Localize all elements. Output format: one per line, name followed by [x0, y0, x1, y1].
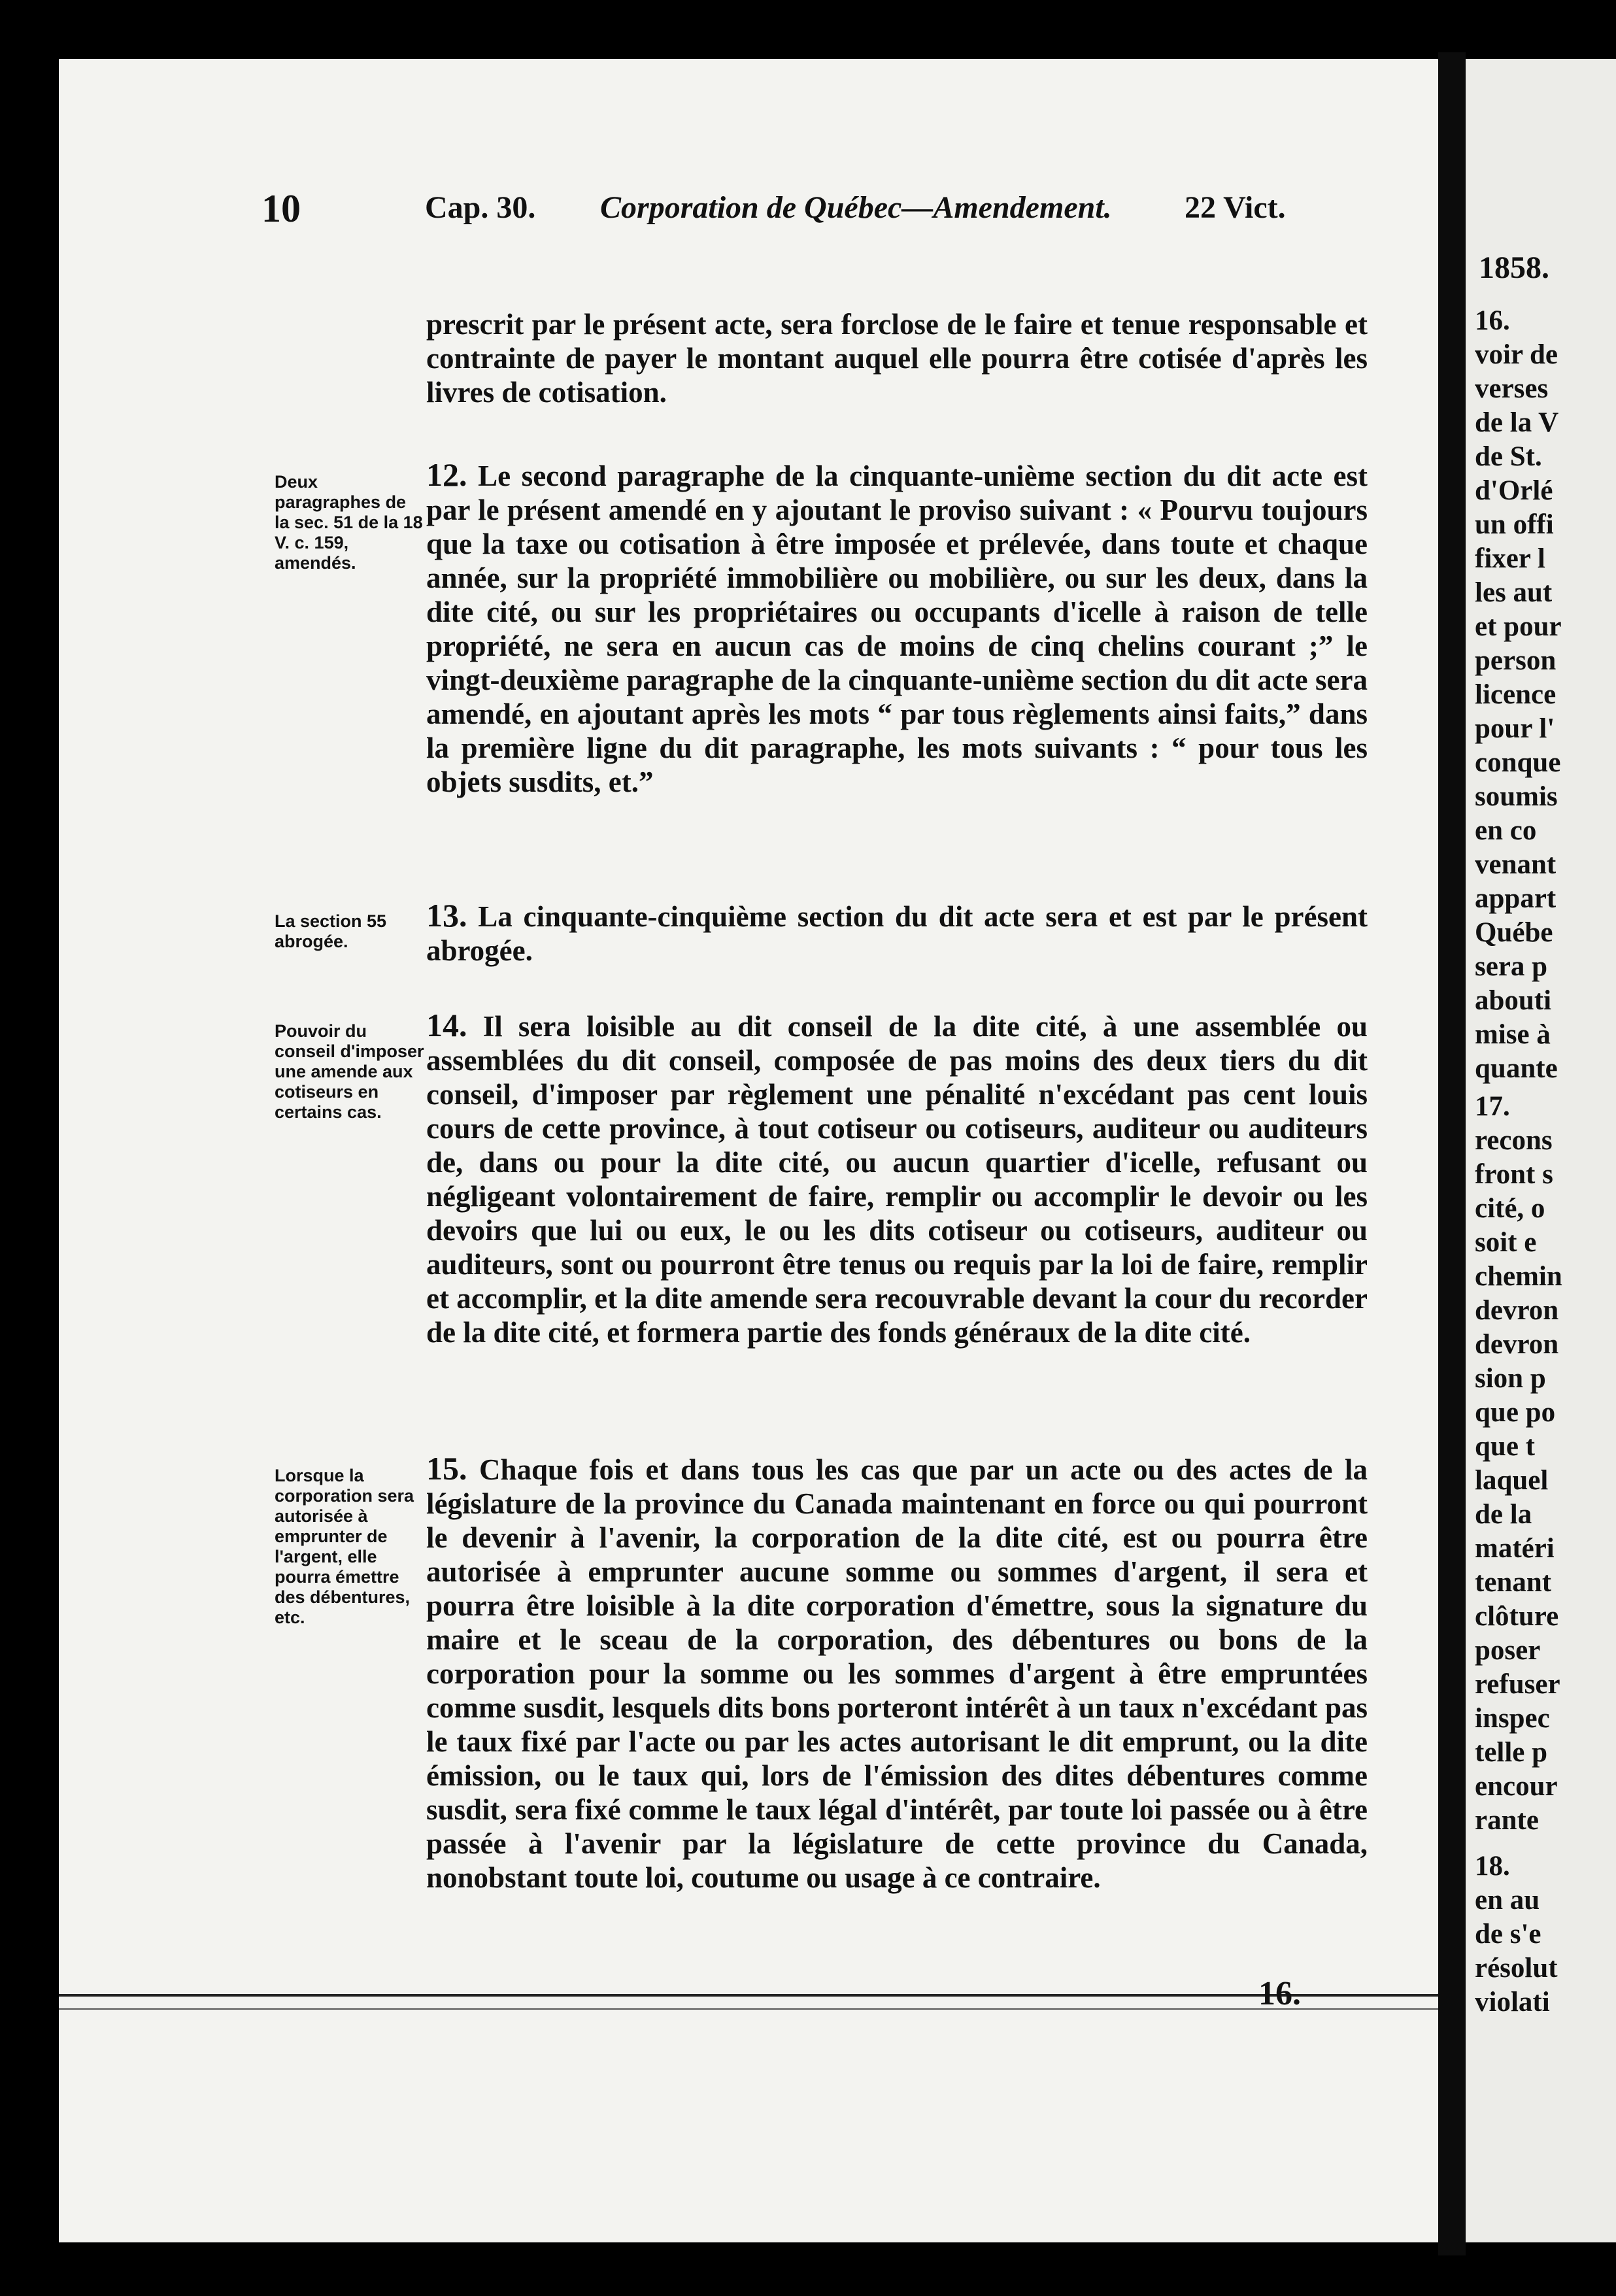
scan-border-top: [0, 0, 1616, 52]
next-page-line: venant: [1475, 849, 1557, 880]
next-page-line: quante: [1475, 1053, 1558, 1084]
book-gutter: [1438, 52, 1466, 2255]
next-page-line: appart: [1475, 883, 1557, 914]
running-title: Corporation de Québec—Amendement.: [600, 190, 1112, 225]
next-page-year: 1858.: [1479, 250, 1549, 285]
margin-note-13: La section 55 abrogée.: [275, 911, 387, 951]
next-page-line: mise à: [1475, 1019, 1551, 1050]
next-page-line: clôture: [1475, 1601, 1559, 1632]
next-page-line: un offi: [1475, 509, 1554, 540]
next-page-line: cité, o: [1475, 1193, 1545, 1224]
section-11-continuation: [426, 307, 1368, 409]
next-page-line: de la V: [1475, 407, 1559, 438]
next-page-line: résolut: [1475, 1953, 1558, 1984]
page-number: 10: [261, 187, 301, 230]
next-page-line: licence: [1475, 679, 1557, 710]
next-page-line: abouti: [1475, 985, 1552, 1016]
next-page-line: telle p: [1475, 1737, 1548, 1768]
next-page-fragment: [1466, 59, 1616, 2242]
next-page-line: 18.: [1475, 1851, 1510, 1882]
next-page-line: d'Orlé: [1475, 475, 1553, 506]
next-page-line: 16.: [1475, 305, 1510, 336]
next-page-line: verses: [1475, 373, 1549, 404]
next-page-line: devron: [1475, 1329, 1559, 1360]
chapter-label: Cap. 30.: [425, 190, 536, 225]
next-page-line: rante: [1475, 1805, 1539, 1836]
next-page-line: sera p: [1475, 951, 1548, 982]
next-page-line: en au: [1475, 1885, 1540, 1916]
next-page-line: inspec: [1475, 1703, 1550, 1734]
next-page-line: les aut: [1475, 577, 1553, 608]
next-page-line: person: [1475, 645, 1557, 676]
section-14: [426, 1008, 1368, 1349]
next-page-line: recons: [1475, 1125, 1553, 1156]
next-page-line: soumis: [1475, 781, 1558, 812]
next-page-line: encour: [1475, 1771, 1558, 1802]
section-number: 12.: [426, 456, 467, 493]
next-page-line: de St.: [1475, 441, 1542, 472]
paragraph-text: Il sera loisible au dit conseil de la dite cité, à une assemblée ou assemblées du dit conseil, composée de pas moins des deux tiers du dit conseil, d'imposer par règlement une pénalité n'excédant pas cent louis cours de cette province, à tout cotiseur ou cotiseurs, auditeur ou auditeurs de, dans ou pour la dite cité, ou aucun quartier d'icelle, refusant ou négligeant volontairement de faire, remplir ou accomplir le devoir ou les devoirs que lui ou eux, le ou les dits cotiseur ou cotiseurs, auditeur ou auditeurs, sont ou pourront être tenus ou requis par la loi de faire, remplir et accomplir, et la dite amende sera recouvrable devant la cour du recorder de la dite cité, et formera partie des fonds généraux de la dite cité.: [426, 1010, 1368, 1349]
next-page-line: violati: [1475, 1987, 1550, 2017]
next-page-line: et pour: [1475, 611, 1562, 642]
section-number: 15.: [426, 1450, 467, 1487]
page-bottom-rule-secondary: [59, 2008, 1438, 2010]
next-page-line: laquel: [1475, 1465, 1549, 1496]
section-number: 13.: [426, 897, 467, 934]
section-15: [426, 1451, 1368, 1895]
next-page-line: en co: [1475, 815, 1537, 846]
next-page-line: 17.: [1475, 1091, 1510, 1122]
next-page-line: de s'e: [1475, 1919, 1541, 1950]
margin-note-14: Pouvoir du conseil d'imposer une amende aux cotiseurs en certains cas.: [275, 1021, 424, 1122]
section-13: [426, 898, 1368, 968]
next-page-line: soit e: [1475, 1227, 1537, 1258]
margin-note-15: Lorsque la corporation sera autorisée à emprunter de l'argent, elle pourra émettre des débentures, etc.: [275, 1466, 414, 1627]
paragraph-text: Chaque fois et dans tous les cas que par un acte ou des actes de la législature de la province du Canada maintenant en force ou qui pourront le devenir à l'avenir, la corporation de la dite cité, est ou pourra être autorisée à emprunter aucune somme ou sommes d'argent, il sera et pourra être loisible à la dite corporation d'émettre, sous la signature du maire et le sceau de la corporation, des débentures ou bons de la corporation pour la somme ou les sommes d'argent à être empruntées comme susdit, lesquels dits bons porteront intérêt à un taux n'excédant pas le taux fixé par l'acte ou par les actes autorisant le dit emprunt, ou la dite émission, ou le taux qui, lors de l'émission des dites débentures comme susdit, sera fixé comme le taux légal d'intérêt, par toute loi passée ou à être passée à l'avenir par la législature de cette province du Canada, nonobstant toute loi, coutume ou usage à ce contraire.: [426, 1453, 1368, 1894]
section-number: 14.: [426, 1007, 467, 1043]
scan-border-left: [0, 0, 46, 2296]
next-page-line: conque: [1475, 747, 1561, 778]
next-page-line: de la: [1475, 1499, 1532, 1530]
next-page-line: que po: [1475, 1397, 1556, 1428]
next-page-line: que t: [1475, 1431, 1535, 1462]
next-page-line: pour l': [1475, 713, 1555, 744]
paragraph-text: prescrit par le présent acte, sera forclose de le faire et tenue responsable et contrainte de payer le montant auquel elle pourra être cotisée d'après les livres de cotisation.: [426, 308, 1368, 409]
scan-border-bottom: [0, 2249, 1616, 2296]
next-page-line: Québe: [1475, 917, 1553, 948]
section-12: [426, 458, 1368, 799]
catchword: 16.: [1258, 1975, 1301, 2012]
next-page-line: sion p: [1475, 1363, 1546, 1394]
next-page-line: chemin: [1475, 1261, 1562, 1292]
next-page-line: front s: [1475, 1159, 1553, 1190]
page-bottom-rule: [59, 1994, 1438, 1997]
next-page-line: refuser: [1475, 1669, 1560, 1700]
next-page-line: fixer l: [1475, 543, 1545, 574]
regnal-year: 22 Vict.: [1185, 190, 1286, 225]
next-page-line: devron: [1475, 1295, 1559, 1326]
next-page-line: tenant: [1475, 1567, 1552, 1598]
next-page-line: matéri: [1475, 1533, 1555, 1564]
paragraph-text: La cinquante-cinquième section du dit acte sera et est par le présent abrogée.: [426, 900, 1368, 967]
paragraph-text: Le second paragraphe de la cinquante-unième section du dit acte est par le présent amendé en y ajoutant le proviso suivant : « Pourvu toujours que la taxe ou cotisation à être imposée et prélevée, dans toute et chaque année, sur la propriété immobilière ou mobilière, ou sur les deux, dans la dite cité, ou sur les propriétaires ou occupants d'icelle à raison de telle propriété, ne sera en aucun cas de moins de cinq chelins courant ;” le vingt-deuxième paragraphe de la cinquante-unième section du dit acte sera amendé, en ajoutant après les mots “ par tous règlements ainsi faits,” dans la première ligne du dit paragraphe, les mots suivants : “ pour tous les objets susdits, et.”: [426, 460, 1368, 798]
next-page-line: poser: [1475, 1635, 1541, 1666]
margin-note-12: Deux paragraphes de la sec. 51 de la 18 V. c. 159, amendés.: [275, 472, 423, 573]
next-page-line: voir de: [1475, 339, 1558, 370]
